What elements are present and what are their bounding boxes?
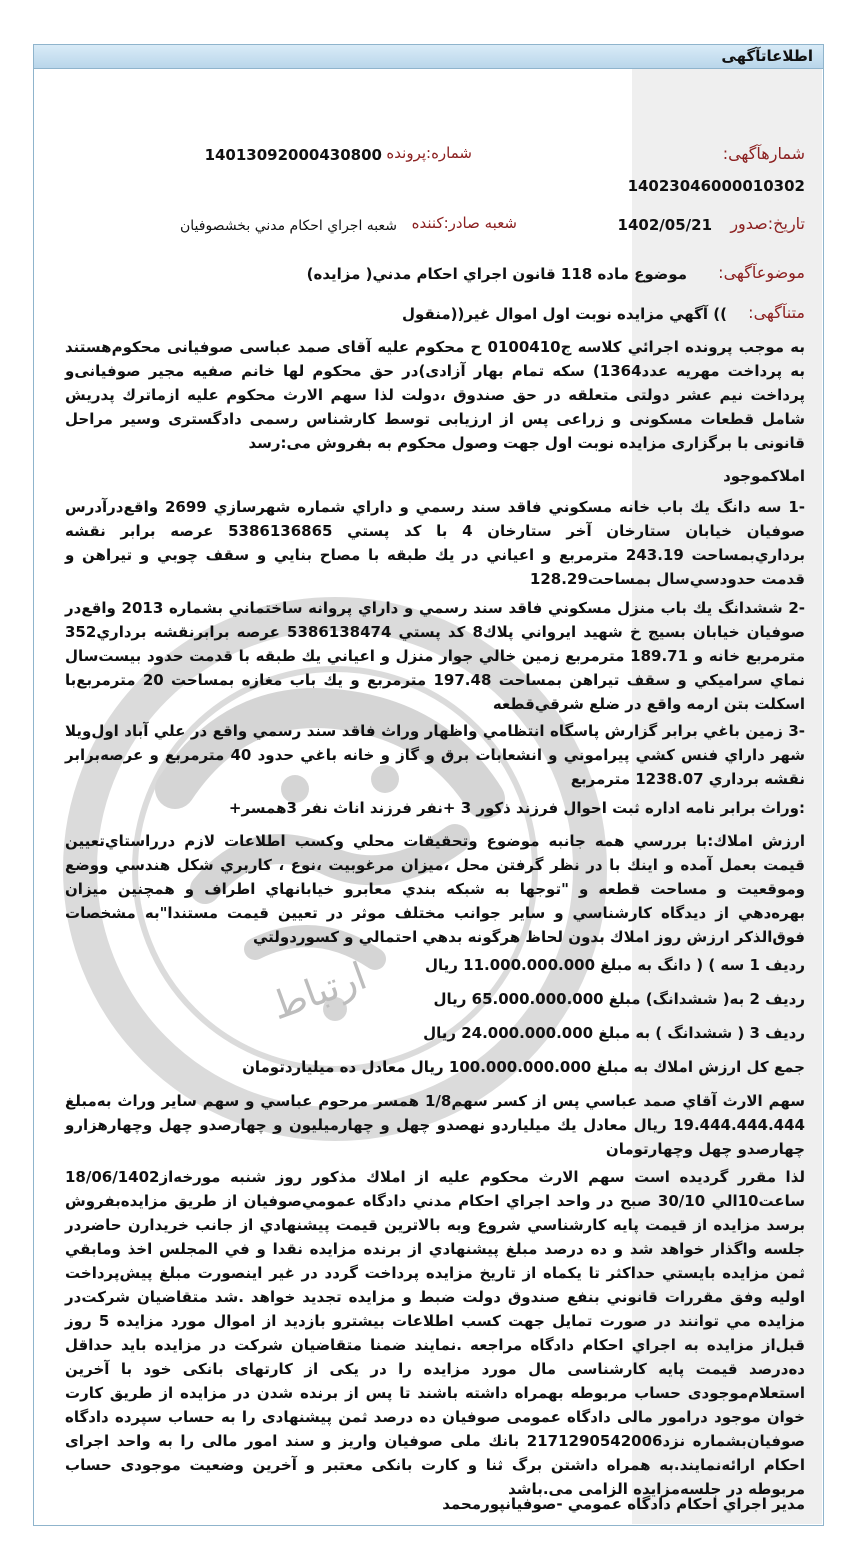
- panel-title: اطلاعاتآگهی: [721, 47, 813, 65]
- paragraph-intro: به موجب پرونده اجرائي كلاسه ج0100410 ح محكوم عليه آقای صمد عباسی صوفيانی محكوم‌هستند به پرداخت مهريه عدد1364) سكه تمام بهار آزادی)در حق محكوم لها خانم صفيه مجير صوفيانی‌و پرداخت نيم عشر دولتی متعلقه در حق صندوق ،دولت لذا سهم الارث محكوم عليه ازماترك پدريش شامل قطعات مسكونی و زراعی پس از ارزيابی توسط كارشناس رسمی دادگستری وسير مراحل قانونی با برگزاری مزايده نوبت اول جهت وصول محكوم به بفروش می:رسد: [65, 338, 806, 452]
- ad-panel: [33, 44, 824, 1526]
- issue-date-label: تاریخ:صدور: [730, 214, 805, 233]
- issuer-value: شعبه اجراي احكام مدني بخشصوفيان: [179, 218, 397, 234]
- subject-label: موضوعآگهی:: [718, 263, 805, 282]
- valuation-paragraph: ارزش املاك:با بررسي همه جانبه موضوع وتحقيقات محلي وكسب اطلاعات لازم درراستاي‌تعيين قيمت بعمل آمده و اينك با در نظر گرفتن محل ،ميزان مرغوبيت ،نوع ، كاربري شكل هندسي ووضع وموقعيت و مساحت قطعه و "توجها به شبكه بندي معابرو خيابانهاي اطراف و همچنين ميزان بهره‌دهي از ديدگاه كارشناسي و ساير جوانب مختلف موثر در تعيين قيمت مستندا"به مشخصات فوق‌الذكر ارزش روز املاك بدون لحاظ هرگونه بدهي احتمالي و كسوردولتي: [65, 832, 805, 946]
- property-item-2: -2 ششدانگ يك باب منزل مسكوني فاقد سند رسمي و داراي پروانه ساختماني بشماره 2013 واقع‌در صوفيان خيابان بسيج خ شهيد ايرواني پلاك8 كد پستي 5386138474 عرصه برابرنقشه برداري352 مترمربع خانه و 189.71 مترمربع زمين خالي جوار منزل و اعياني يك طبقه با قدمت حدود بيست‌سال نماي سراميكي و سقف تيراهن بمساحت 197.48 مترمربع و يك باب مغازه بمساحت 20 مترمربع‌با اسكلت بتن ارمه واقع در ضلع شرقي‌قطعه: [65, 599, 805, 713]
- panel-header: [34, 45, 823, 69]
- signature: مدير اجراي احكام دادگاه عمومي -صوفيانپورمحمد: [442, 1495, 805, 1513]
- issuer-label: شعبه صادر:کننده: [411, 214, 517, 232]
- valuation-row-1: رديف 1 سه ) ( دانگ به مبلغ 11.000.000.000 ريال: [425, 956, 805, 974]
- share-paragraph: سهم الارث آقاي صمد عباسي پس از كسر سهم1/8 همسر مرحوم عباسي و سهم ساير وراث به‌مبلغ 19.444.444.444 ريال معادل يك ميلياردو نهصدو چهل و چهارميليون و چهارصدو چهل وچهارهزارو چهارصدو چهل وچهارتومان: [65, 1092, 806, 1158]
- total-value: جمع كل ارزش املاك به مبلغ 100.000.000.000 ريال معادل ده ميلياردتومان: [242, 1058, 805, 1076]
- subject-value: موضوع ماده 118 قانون اجراي احكام مدني( مزايده): [306, 265, 687, 283]
- valuation-row-3: رديف 3 ( ششدانگ ) به مبلغ 24.000.000.000 ريال: [423, 1024, 805, 1042]
- property-item-1: -1 سه دانگ يك باب خانه مسكوني فاقد سند رسمي و داراي شماره شهرسازي 2699 واقع‌درآدرس صوفيان خيابان ستارخان آخر ستارخان 4 با كد پستي 5386136865 عرصه برابر نقشه برداري‌بمساحت 243.19 مترمربع و اعياني در يك طبقه با مصاح بنايي و سقف چوبي و تيراهن و قدمت حدودسي‌سال بمساحت128.29: [65, 498, 805, 588]
- property-item-3: -3 زمين باغي برابر گزارش پاسگاه انتظامي واظهار وراث فاقد سند رسمي واقع در علي آباد اول‌ويلا شهر داراي فنس كشي پيراموني و انشعابات برق و گاز و خانه باغي حدود 40 مترمربع و عرصه‌برابر نقشه برداري 1238.07 مترمربع: [65, 722, 805, 788]
- watermark-text: ارتباط: [265, 953, 373, 1029]
- text-heading: )) آگهي مزايده نوبت اول اموال غير((منقول: [402, 305, 727, 323]
- ad-number-value: 14023046000010302: [627, 177, 805, 195]
- issue-date-value: 1402/05/21: [617, 216, 712, 234]
- valuation-row-2: رديف 2 به( ششدانگ) مبلغ 65.000.000.000 ريال: [433, 990, 805, 1008]
- heirs-line: :وراث برابر نامه اداره ثبت احوال فرزند ذكور 3 +نفر فرزند اناث نفر 3همسر+: [228, 799, 805, 817]
- panel-body: [35, 69, 822, 1524]
- file-number-value: 14013092000430800: [204, 146, 382, 164]
- auction-paragraph: لذا مقرر گرديده است سهم الارث محكوم عليه از املاك مذكور روز شنبه مورخه‌از18/06/1402 ساعت10الي 30/10 صبح در واحد اجراي احكام مدني دادگاه عمومي‌صوفيان از طريق مزايده‌بفروش برسد مزايده از قيمت پايه كارشناسي شروع وبه بالاترين قيمت پيشنهادي از جانب خريدارن حاضردر جلسه واگذار خواهد شد و ده درصد مبلغ پيشنهادي از برنده مزايده نقدا و في المجلس اخذ ومابقي ثمن مزايده بايستي حداكثر تا يكماه از تاريخ مزايده پرداخت گردد در غير اينصورت مبلغ پيش‌پرداخت اوليه وفق مقررات قانوني بنفع صندوق دولت ضبط و مزايده تجديد خواهد .شد متقاضيان شركت‌در مزايده مي توانند در صورت تمايل جهت كسب اطلاعات بيشترو بازديد از اموال مورد مزايده 5 روز قبل‌از مزايده به اجراي احكام دادگاه مراجعه .نمايند ضمنا متقاضيان شركت در مزايده بايد حداقل ده‌درصد قيمت پايه كارشناسی مال مورد مزايده را در يكی از كارتهای بانكی خود با آخرين استعلام‌موجودی حساب مربوطه بهمراه داشته باشند تا پس از برنده شدن در مزايده از طريق كارت خوان موجود درامور مالی دادگاه عمومی صوفيان ده درصد ثمن پيشنهادی را به حساب سپرده دادگاه صوفيان‌بشماره نزد2171290542006 بانك ملی صوفيان واريز و سند امور مالی را به واحد اجرای احكام ارائه‌نمايند.به همراه داشتن برگ ثنا و كارت بانكی معتبر و آخرين وضعيت موجودی حساب مربوطه در جلسه‌مزايده الزامی می.باشد: [65, 1168, 805, 1498]
- file-number-label: شماره:پرونده: [386, 144, 472, 162]
- properties-heading: املاكموجود: [723, 467, 805, 485]
- ad-number-label: شمارهآگهی:: [722, 144, 805, 163]
- text-label: متنآگهی:: [748, 303, 805, 322]
